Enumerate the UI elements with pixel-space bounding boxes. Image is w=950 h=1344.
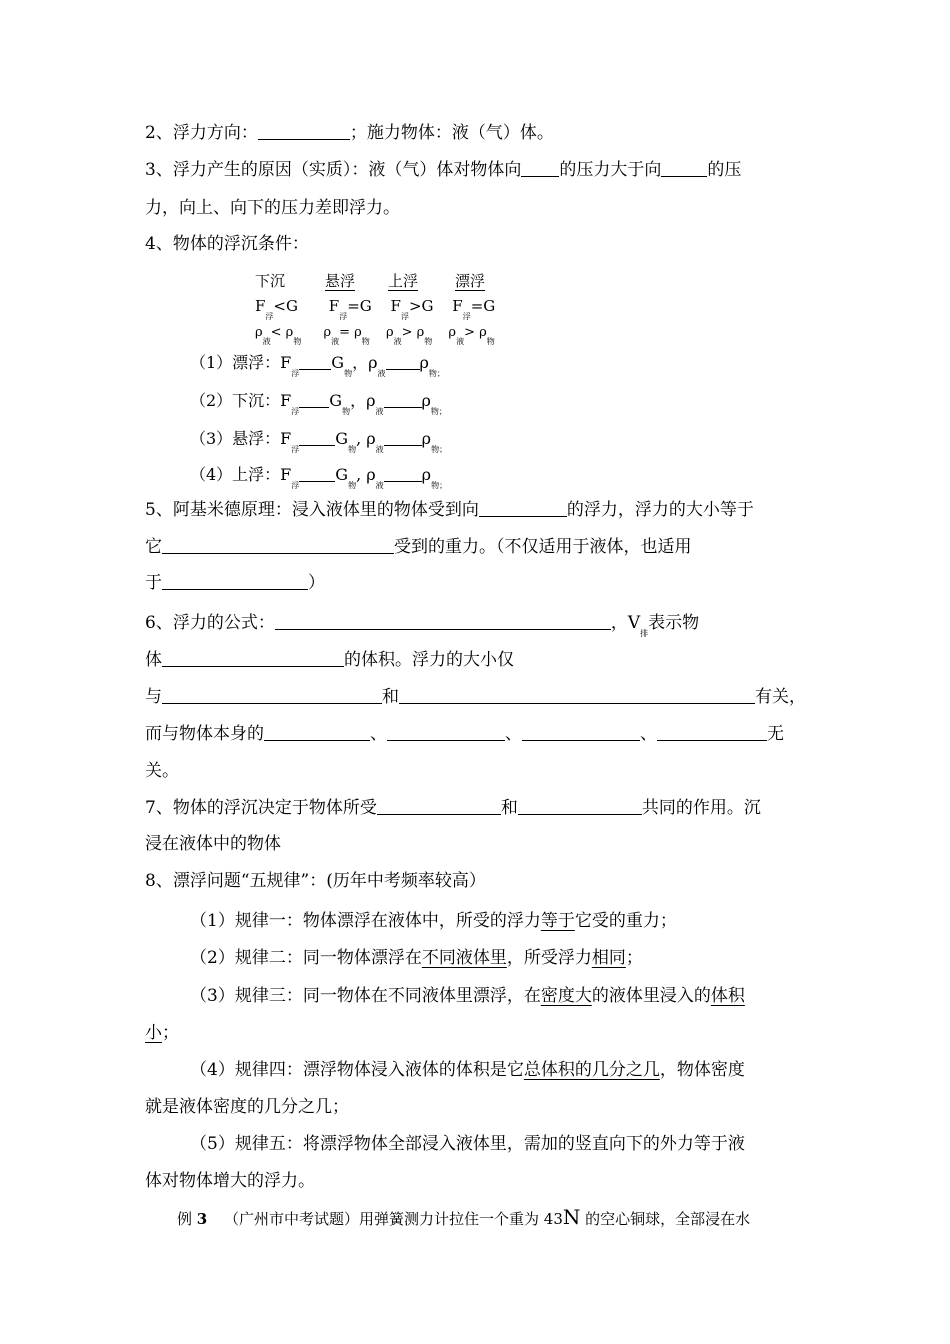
section-6-line-5: 关。 (145, 761, 179, 781)
s3-text-a: 3、浮力产生的原因（实质）：液（气）体对物体向 (145, 160, 522, 180)
blank-item-2-density[interactable] (384, 391, 422, 408)
item-1-r2sub: 物 (428, 369, 437, 378)
item-1-gsub: 物 (344, 369, 353, 378)
example-text: （广州市中考试题）用弹簧测力计拉住一个重为 43 (224, 1210, 563, 1228)
rule-4-line-2: 就是液体密度的几分之几； (145, 1097, 349, 1117)
s6-text-h: 有关， (755, 687, 806, 707)
item-2-r2: ρ (421, 391, 431, 410)
rho-4: ρ (448, 325, 457, 340)
item-3-gsub: 物 (348, 445, 357, 454)
item-1-sep: ，ρ (352, 353, 378, 372)
force-sub-4: 浮 (462, 312, 471, 321)
rule-2-u1: 不同液体里 (421, 948, 507, 968)
blank-s5-direction[interactable] (479, 500, 567, 517)
s6-text-e: 的体积。浮力的大小仅 (344, 650, 514, 670)
blank-s7-1[interactable] (377, 798, 501, 815)
item-3-sep: , ρ (356, 429, 376, 448)
item-4-fsub: 浮 (291, 481, 300, 490)
item-4-r2sub: 物 (431, 481, 440, 490)
item-2-sep: ，ρ (350, 391, 376, 410)
rho-sub-4: 液 (456, 337, 465, 346)
example-label: 例 (177, 1210, 193, 1228)
blank-s6-factor-1[interactable] (162, 687, 382, 704)
s6-vsub: 排 (640, 629, 649, 638)
blank-s6-irr-4[interactable] (657, 724, 767, 741)
item-4-end: ； (439, 481, 448, 490)
item-1-label: （1）漂浮：F (190, 353, 292, 372)
header-sink: 下沉 (255, 272, 286, 290)
item-4-r2: ρ (421, 465, 432, 484)
s6-sep-1: 、 (370, 724, 387, 744)
force-sub-1: 浮 (265, 312, 274, 321)
item-3-r2: ρ (421, 429, 432, 448)
item-3-g: G (335, 429, 349, 448)
rule-4-a: （4）规律四：漂浮物体浸入液体的体积是它 (190, 1060, 524, 1080)
blank-s5-displaced[interactable] (162, 537, 394, 554)
blank-s6-irr-2[interactable] (387, 724, 505, 741)
s2-suffix: ；施力物体：液（气）体。 (349, 123, 554, 143)
rho-rel-2: = ρ (339, 325, 362, 340)
rho-1: ρ (255, 325, 263, 340)
blank-item-1-density[interactable] (386, 353, 420, 370)
item-2-label: （2）下沉：F (190, 391, 292, 410)
s6-text-a: 6、浮力的公式： (145, 613, 275, 633)
example-number: 3 (196, 1210, 208, 1228)
rule-2-u2: 相同 (591, 948, 626, 968)
item-1-r2: ρ (419, 353, 429, 372)
item-3-label: （3）悬浮：F (190, 429, 292, 448)
rule-3-c: ； (162, 1023, 179, 1043)
blank-item-4-force[interactable] (299, 465, 335, 482)
section-6-line-1 (145, 612, 699, 637)
condition-item-suspend (190, 428, 447, 453)
blank-s6-irr-3[interactable] (522, 724, 640, 741)
item-1-g: G (331, 353, 345, 372)
s6-sep-2: 、 (505, 724, 522, 744)
blank-s3-1[interactable] (521, 160, 559, 177)
blank-item-4-density[interactable] (384, 465, 422, 482)
s7-text-b: 和 (500, 798, 518, 818)
force-rel-3: >G (408, 297, 434, 315)
s5-text-a: 5、阿基米德原理：浸入液体里的物体受到向 (145, 500, 479, 520)
rule-3-b: 的液体里浸入的 (591, 986, 711, 1006)
rule-1-a: （1）规律一：物体漂浮在液体中，所受的浮力 (190, 911, 541, 931)
section-6-line-3 (145, 686, 806, 708)
section-8-title: 8、漂浮问题“五规律”：(历年中考频率较高） (145, 871, 486, 891)
rule-3-u1: 密度大 (540, 986, 592, 1006)
blank-s5-gas[interactable] (162, 573, 308, 590)
blank-s6-formula[interactable] (275, 613, 611, 630)
s2-prefix: 2、浮力方向： (145, 123, 258, 143)
density-row (255, 324, 495, 346)
s5-text-e: 于 (145, 573, 162, 593)
rule-5: （5）规律五：将漂浮物体全部浸入液体里，需加的竖直向下的外力等于液 (190, 1134, 745, 1154)
rho-sub-4b: 物 (486, 337, 495, 346)
force-rel-1: <G (273, 297, 298, 315)
rule-4-u: 总体积的几分之几 (523, 1060, 660, 1080)
rho-sub-1: 液 (262, 337, 271, 346)
s5-text-b: 的浮力，浮力的大小等于 (566, 500, 754, 520)
s6-text-d: 体 (145, 650, 162, 670)
section-4-title: 4、物体的浮沉条件： (145, 234, 309, 254)
rule-3-a: （3）规律三：同一物体在不同液体里漂浮，在 (190, 986, 541, 1006)
s5-text-c: 它 (145, 537, 162, 557)
s6-text-c: 表示物 (648, 613, 700, 633)
rule-3-line-2 (145, 1022, 179, 1044)
s6-sep-3: 、 (640, 724, 657, 744)
section-6-line-2 (145, 649, 514, 671)
rho-sub-2b: 物 (361, 337, 370, 346)
rho-2: ρ (323, 325, 332, 340)
rule-2-c: ； (625, 948, 643, 968)
item-1-end: ； (436, 369, 445, 378)
s6-text-i: 而与物体本身的 (145, 724, 264, 744)
rho-rel-3: > ρ (401, 325, 425, 340)
condition-item-sink (190, 390, 447, 415)
rho-sub-2: 液 (331, 337, 340, 346)
item-3-r2sub: 物 (431, 445, 440, 454)
section-5-line-1 (145, 499, 754, 521)
rho-rel-1: < ρ (270, 325, 294, 340)
item-3-end: ； (439, 445, 448, 454)
item-4-label: （4）上浮：F (190, 465, 292, 484)
section-3-line-2: 力，向上、向下的压力差即浮力。 (145, 198, 400, 218)
force-f3: F (390, 297, 401, 315)
blank-item-2-force[interactable] (299, 391, 329, 408)
header-float: 漂浮 (455, 272, 486, 290)
blank-buoyancy-direction[interactable] (258, 123, 350, 140)
rule-4 (190, 1059, 745, 1081)
example-unit: N (562, 1205, 581, 1229)
section-5-line-3 (145, 572, 325, 594)
s6-text-f: 与 (145, 687, 162, 707)
rule-1-b: 它受的重力； (574, 911, 677, 931)
item-2-g: G (329, 391, 343, 410)
example-3 (177, 1206, 750, 1230)
rule-2-b: ，所受浮力 (506, 948, 592, 968)
item-2-gsub: 物 (342, 407, 351, 416)
header-rise: 上浮 (388, 272, 419, 290)
rule-3 (190, 985, 745, 1007)
blank-s3-2[interactable] (661, 160, 707, 177)
rho-3: ρ (385, 325, 394, 340)
s5-text-d: 受到的重力。（不仅适用于液体，也适用 (394, 537, 692, 557)
item-2-end: ； (438, 407, 447, 416)
force-f1: F (255, 297, 266, 315)
item-4-sep: , ρ (356, 465, 376, 484)
s3-text-c: 的压 (707, 160, 742, 180)
force-f4: F (452, 297, 463, 315)
blank-s6-volume[interactable] (162, 650, 344, 667)
s7-text-c: 共同的作用。沉 (641, 798, 761, 818)
s6-text-j: 无 (767, 724, 784, 744)
header-suspend: 悬浮 (325, 272, 356, 290)
rho-sub-3: 液 (393, 337, 402, 346)
rho-sub-1b: 物 (293, 337, 302, 346)
blank-s6-irr-1[interactable] (264, 724, 370, 741)
rule-1 (190, 910, 677, 932)
example-rest: 的空心铜球，全部浸在水 (580, 1210, 751, 1228)
item-1-fsub: 浮 (291, 369, 300, 378)
s5-text-f: ） (308, 573, 325, 593)
blank-s7-2[interactable] (518, 798, 642, 815)
item-3-rsub: 液 (375, 445, 384, 454)
item-4-g: G (335, 465, 349, 484)
rule-5-line-2: 体对物体增大的浮力。 (145, 1171, 315, 1191)
force-rel-4: =G (470, 297, 496, 315)
section-7-line-2: 浸在液体中的物体 (145, 834, 281, 854)
item-3-fsub: 浮 (291, 445, 300, 454)
section-7-line-1 (145, 797, 761, 819)
item-1-rsub: 液 (377, 369, 386, 378)
force-sub-3: 浮 (400, 312, 409, 321)
rho-rel-4: > ρ (464, 325, 487, 340)
s3-text-b: 的压力大于向 (559, 160, 662, 180)
rule-1-u: 等于 (540, 911, 575, 931)
s6-text-g: 和 (382, 687, 399, 707)
section-5-line-2 (145, 536, 692, 558)
blank-s6-factor-2[interactable] (399, 687, 755, 704)
rule-4-b: ，物体密度 (659, 1060, 745, 1080)
rule-3-u2: 体积 (710, 986, 745, 1006)
condition-item-float (190, 352, 445, 377)
section-3-line-1 (145, 159, 741, 181)
section-2-line (145, 122, 554, 144)
rule-2 (190, 947, 643, 969)
s6-text-b: ，V (610, 613, 641, 633)
rho-sub-3b: 物 (424, 337, 433, 346)
item-4-rsub: 液 (375, 481, 384, 490)
rule-2-a: （2）规律二：同一物体漂浮在 (190, 948, 422, 968)
force-row (255, 297, 496, 321)
blank-item-3-force[interactable] (299, 429, 335, 446)
item-2-rsub: 液 (375, 407, 384, 416)
s7-text-a: 7、物体的浮沉决定于物体所受 (145, 798, 377, 818)
force-f2: F (328, 297, 340, 315)
rule-3-u3: 小 (145, 1023, 162, 1043)
force-sub-2: 浮 (339, 312, 348, 321)
condition-item-rise (190, 464, 447, 489)
item-2-r2sub: 物 (430, 407, 439, 416)
blank-item-3-density[interactable] (384, 429, 422, 446)
item-4-gsub: 物 (348, 481, 357, 490)
blank-item-1-force[interactable] (299, 353, 331, 370)
force-rel-2: =G (347, 297, 372, 315)
section-6-line-4 (145, 723, 784, 745)
item-2-fsub: 浮 (291, 407, 300, 416)
